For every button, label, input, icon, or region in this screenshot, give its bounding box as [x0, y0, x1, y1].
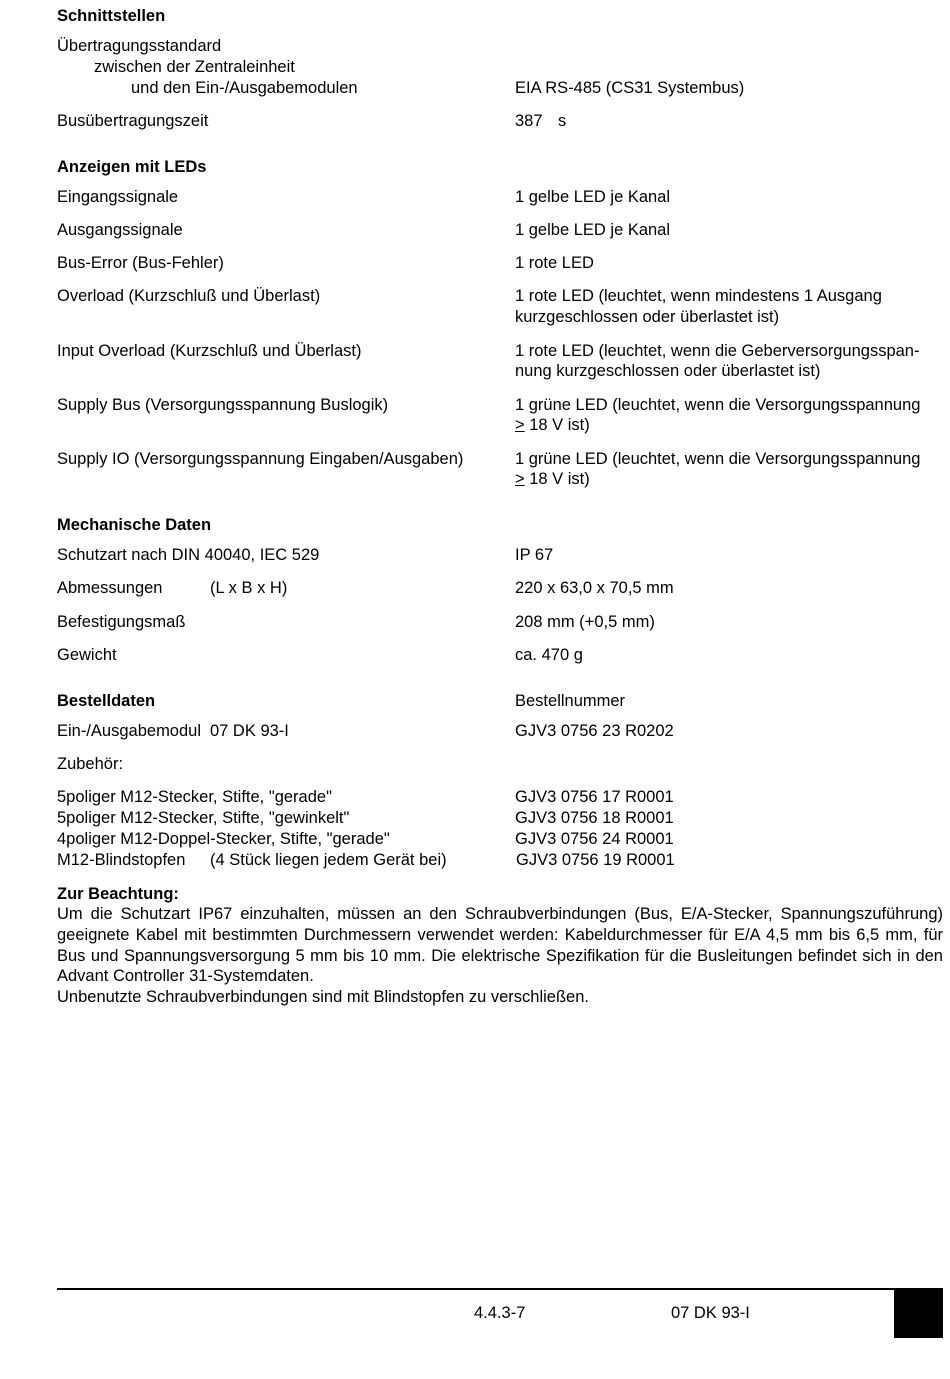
accessory-order-number: GJV3 0756 18 R0001 [515, 809, 674, 827]
protection-class-value: IP 67 [515, 546, 554, 564]
led-row-label: Bus-Error (Bus-Fehler) [57, 254, 224, 272]
led-row-label: Eingangssignale [57, 188, 179, 206]
accessory-label: 5poliger M12-Stecker, Stifte, "gewinkelt" [57, 809, 350, 827]
page-number: 4.4.3-7 [474, 1304, 526, 1322]
led-row-value-line2: kurzgeschlossen oder überlastet ist) [515, 308, 780, 326]
protection-class-label: Schutzart nach DIN 40040, IEC 529 [57, 546, 320, 564]
section-heading-leds: Anzeigen mit LEDs [57, 158, 207, 176]
accessory-label: 4poliger M12-Doppel-Stecker, Stifte, "gerade" [57, 830, 390, 848]
accessory-label: M12-Blindstopfen [57, 851, 186, 869]
transmission-standard-label-line2: zwischen der Zentraleinheit [94, 58, 295, 76]
led-row-value-line2: nung kurzgeschlossen oder überlastet ist) [515, 362, 821, 380]
module-order-number: GJV3 0756 23 R0202 [515, 722, 674, 740]
accessory-order-number: GJV3 0756 24 R0001 [515, 830, 674, 848]
bus-transmission-time-label: Busübertragungszeit [57, 112, 209, 130]
transmission-standard-label: Übertragungsstandard [57, 37, 222, 55]
led-row-label: Input Overload (Kurzschluß und Überlast) [57, 342, 362, 360]
module-label: Ein-/Ausgabemodul [57, 722, 202, 740]
section-heading-order: Bestelldaten [57, 692, 156, 710]
note-text: Um die Schutzart IP67 einzuhalten, müssen an den Schraubverbindungen (Bus, E/A-Stecker, Spannungszuführung) geeignete Kabel mit bestimmten Durchmessern verwendet werden: Kabeldurchmesser für E/A 4,5 mm bis 6,5 mm, für Bus und Spannungsversorgung 5 mm bis 10 mm. Die elektrische Spezifikation für die Busleitungen befindet sich in den Advant Controller 31-Systemdaten. [57, 905, 943, 986]
led-row-value-line2 [515, 469, 590, 490]
dimensions-label: Abmessungen [57, 579, 163, 597]
note-text-closing: Unbenutzte Schraubverbindungen sind mit Blindstopfen zu verschließen. [57, 988, 589, 1006]
module-name: 07 DK 93-I [210, 722, 289, 740]
dimensions-sublabel: (L x B x H) [210, 579, 288, 597]
accessory-label: 5poliger M12-Stecker, Stifte, "gerade" [57, 788, 332, 806]
led-row-value: 1 grüne LED (leuchtet, wenn die Versorgungsspannung [515, 450, 921, 468]
bus-transmission-time-value: 387 [515, 112, 543, 130]
voltage-threshold-text: 18 V ist) [524, 470, 590, 488]
led-row-value: 1 rote LED [515, 254, 594, 272]
footer-rule [57, 1288, 895, 1290]
led-row-value-line2 [515, 415, 590, 436]
led-row-value: 1 rote LED (leuchtet, wenn mindestens 1 Ausgang [515, 287, 882, 305]
led-row-label: Ausgangssignale [57, 221, 183, 239]
greater-equal-symbol: > [515, 416, 525, 434]
mounting-dimension-value: 208 mm (+0,5 mm) [515, 613, 655, 631]
transmission-standard-label-line3: und den Ein-/Ausgabemodulen [131, 79, 358, 97]
led-row-value: 1 gelbe LED je Kanal [515, 188, 671, 206]
bus-transmission-time-unit: s [558, 112, 567, 130]
led-row-label: Supply IO (Versorgungsspannung Eingaben/Ausgaben) [57, 450, 464, 468]
section-heading-interfaces: Schnittstellen [57, 7, 166, 25]
led-row-value: 1 gelbe LED je Kanal [515, 221, 671, 239]
accessories-label: Zubehör: [57, 755, 124, 773]
led-row-label: Supply Bus (Versorgungsspannung Buslogik) [57, 396, 389, 414]
mounting-dimension-label: Befestigungsmaß [57, 613, 186, 631]
greater-equal-symbol: > [515, 470, 525, 488]
weight-label: Gewicht [57, 646, 117, 664]
accessory-order-number: GJV3 0756 19 R0001 [516, 851, 675, 869]
led-row-label: Overload (Kurzschluß und Überlast) [57, 287, 321, 305]
page-tab-marker [894, 1288, 943, 1338]
accessory-note: (4 Stück liegen jedem Gerät bei) [210, 851, 447, 869]
dimensions-value: 220 x 63,0 x 70,5 mm [515, 579, 674, 597]
voltage-threshold-text: 18 V ist) [524, 416, 590, 434]
order-number-header: Bestellnummer [515, 692, 626, 710]
led-row-value: 1 grüne LED (leuchtet, wenn die Versorgungsspannung [515, 396, 921, 414]
note-heading: Zur Beachtung: [57, 885, 179, 903]
weight-value: ca. 470 g [515, 646, 583, 664]
footer-doc-title: 07 DK 93-I [671, 1304, 750, 1322]
led-row-value: 1 rote LED (leuchtet, wenn die Geberversorgungsspan- [515, 342, 920, 360]
section-heading-mechanical: Mechanische Daten [57, 516, 212, 534]
transmission-standard-value: EIA RS-485 (CS31 Systembus) [515, 79, 745, 97]
accessory-order-number: GJV3 0756 17 R0001 [515, 788, 674, 806]
